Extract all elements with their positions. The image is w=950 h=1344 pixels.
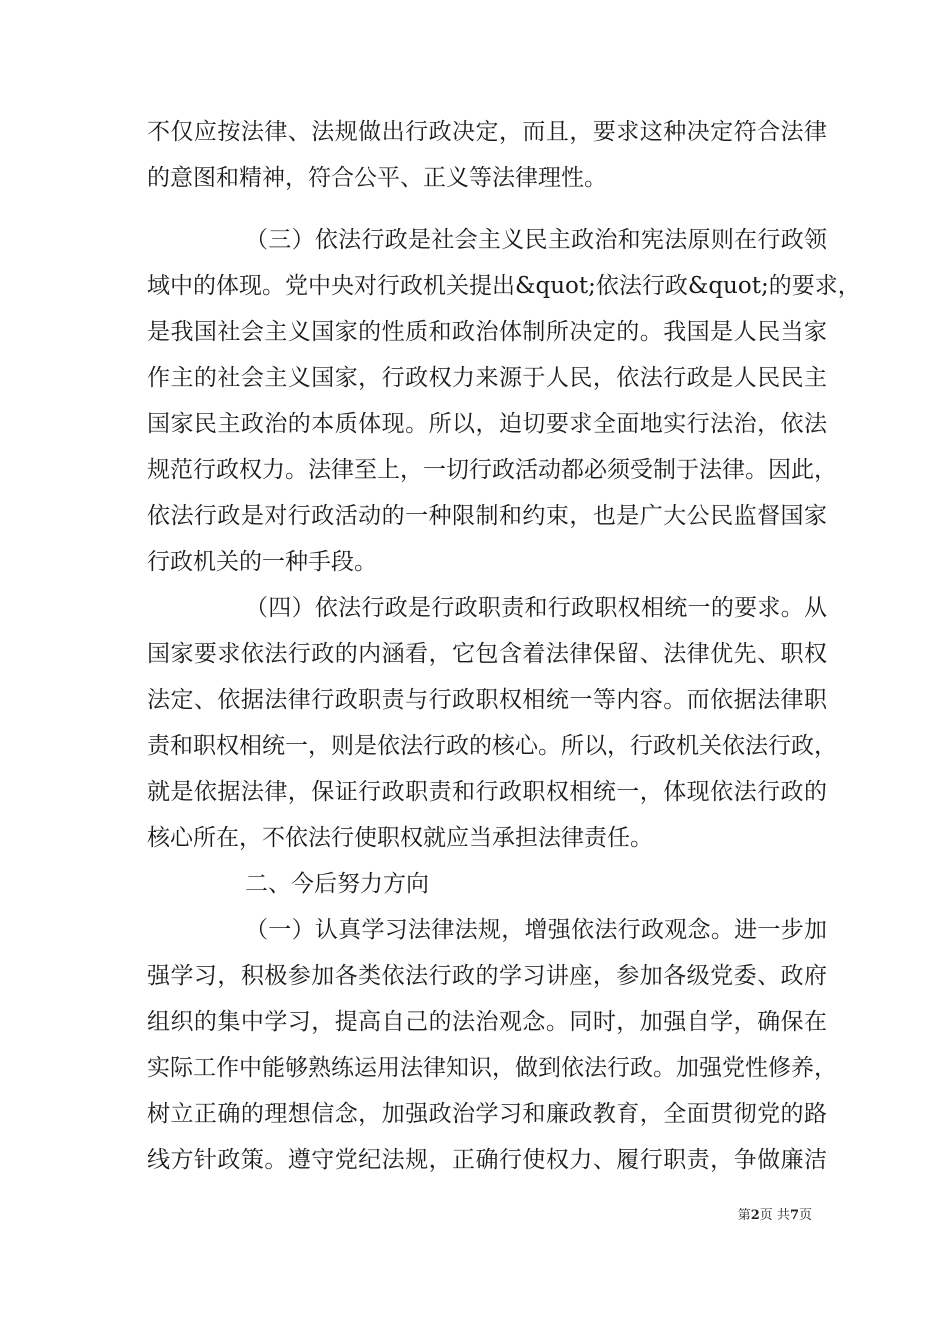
text-line: 国家要求依法行政的内涵看，它包含着法律保留、法律优先、职权 bbox=[147, 641, 827, 667]
footer-middle: 页 共 bbox=[759, 1208, 790, 1223]
text-line: 线方针政策。遵守党纪法规，正确行使权力、履行职责，争做廉洁 bbox=[147, 1147, 827, 1173]
text-line: 法定、依据法律行政职责与行政职权相统一等内容。而依据法律职 bbox=[147, 687, 827, 713]
page-footer bbox=[700, 1205, 812, 1227]
section-heading: 二、今后努力方向 bbox=[245, 871, 429, 897]
text-line: 域中的体现。党中央对行政机关提出&quot;依法行政&quot;的要求， bbox=[147, 273, 861, 299]
footer-prefix: 第 bbox=[737, 1208, 751, 1223]
paragraph-heading-line: （一）认真学习法律法规，增强依法行政观念。进一步加 bbox=[245, 917, 827, 943]
text-line: 强学习，积极参加各类依法行政的学习讲座，参加各级党委、政府 bbox=[147, 963, 827, 989]
text-line: 实际工作中能够熟练运用法律知识，做到依法行政。加强党性修养， bbox=[147, 1055, 837, 1081]
footer-total-pages: 7 bbox=[789, 1208, 799, 1223]
text-line: 核心所在，不依法行使职权就应当承担法律责任。 bbox=[147, 825, 653, 851]
text-line: 组织的集中学习，提高自己的法治观念。同时，加强自学，确保在 bbox=[147, 1009, 827, 1035]
text-line: 责和职权相统一，则是依法行政的核心。所以，行政机关依法行政， bbox=[147, 733, 837, 759]
paragraph-heading-line: （三）依法行政是社会主义民主政治和宪法原则在行政领 bbox=[245, 227, 827, 253]
text-line: 是我国社会主义国家的性质和政治体制所决定的。我国是人民当家 bbox=[147, 319, 827, 345]
text-line: 国家民主政治的本质体现。所以，迫切要求全面地实行法治，依法 bbox=[147, 411, 827, 437]
footer-current-page: 2 bbox=[750, 1208, 760, 1223]
text-line: 作主的社会主义国家，行政权力来源于人民，依法行政是人民民主 bbox=[147, 365, 827, 391]
text-line: 就是依据法律，保证行政职责和行政职权相统一，体现依法行政的 bbox=[147, 779, 827, 805]
text-line: 树立正确的理想信念，加强政治学习和廉政教育，全面贯彻党的路 bbox=[147, 1101, 827, 1127]
text-line: 行政机关的一种手段。 bbox=[147, 549, 377, 575]
text-line: 规范行政权力。法律至上，一切行政活动都必须受制于法律。因此， bbox=[147, 457, 837, 483]
paragraph-heading-line: （四）依法行政是行政职责和行政职权相统一的要求。从 bbox=[245, 595, 827, 621]
text-line: 的意图和精神，符合公平、正义等法律理性。 bbox=[147, 165, 607, 191]
text-line: 不仅应按法律、法规做出行政决定，而且，要求这种决定符合法律 bbox=[147, 119, 827, 145]
footer-suffix: 页 bbox=[798, 1208, 812, 1223]
text-line: 依法行政是对行政活动的一种限制和约束，也是广大公民监督国家 bbox=[147, 503, 827, 529]
